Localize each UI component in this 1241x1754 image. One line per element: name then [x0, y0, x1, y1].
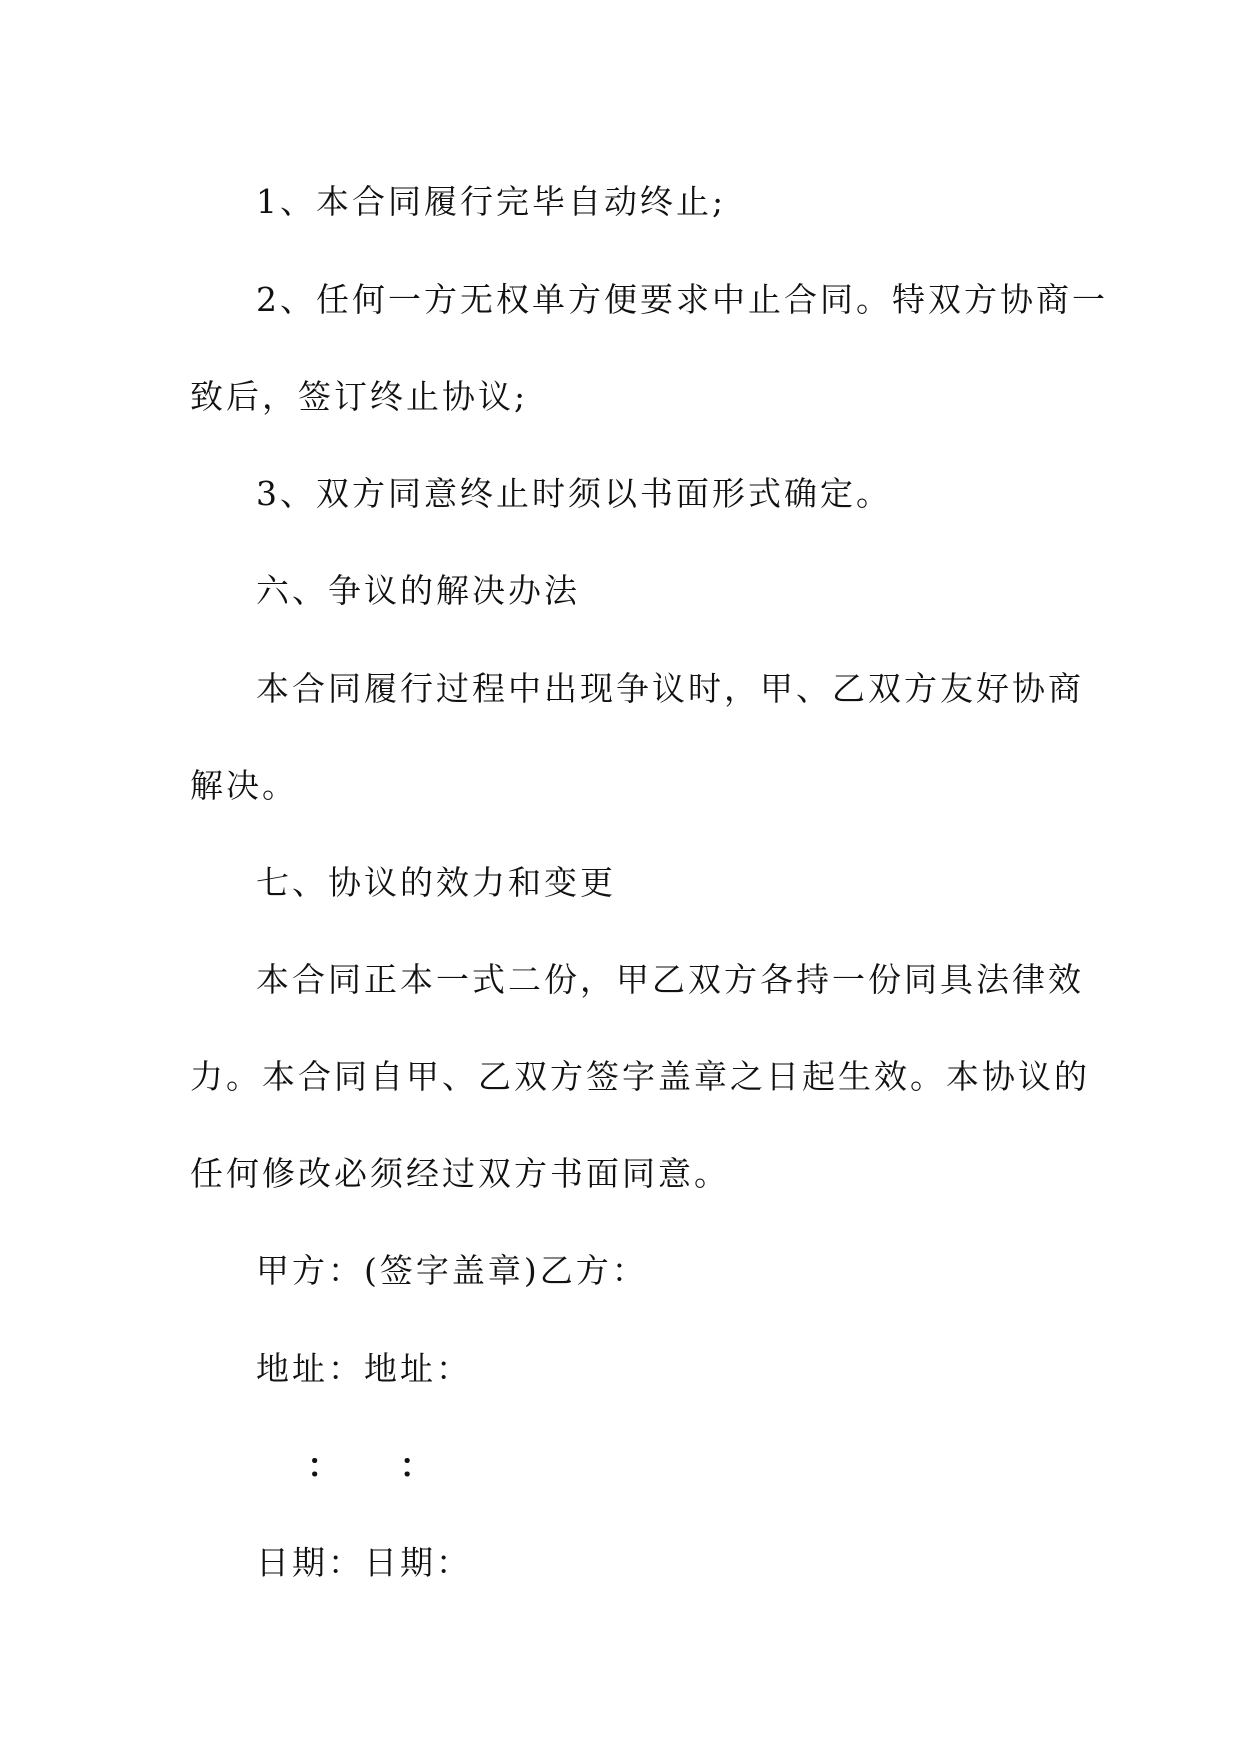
date-line: 日期：日期： — [256, 1543, 472, 1582]
blank-field-colon-party-a: ： — [307, 1446, 340, 1485]
dispute-paragraph-line-1: 本合同履行过程中出现争议时，甲、乙双方友好协商 — [256, 669, 1084, 708]
clause-5-item-2-line-1: 2、任何一方无权单方便要求中止合同。特双方协商一 — [256, 280, 1108, 319]
dispute-paragraph-line-2: 解决。 — [190, 766, 298, 805]
blank-field-colon-party-b: ： — [399, 1446, 433, 1485]
clause-5-item-1: 1、本合同履行完毕自动终止; — [256, 182, 727, 221]
address-line: 地址：地址： — [256, 1349, 472, 1388]
blank-field-line — [307, 1444, 1167, 1488]
clause-5-item-3: 3、双方同意终止时须以书面形式确定。 — [256, 474, 892, 513]
clause-5-item-2-line-2: 致后，签订终止协议; — [190, 377, 529, 416]
section-heading-dispute-resolution: 六、争议的解决办法 — [256, 571, 580, 610]
section-heading-effect-and-changes: 七、协议的效力和变更 — [256, 863, 616, 902]
effect-paragraph-line-1: 本合同正本一式二份，甲乙双方各持一份同具法律效 — [256, 960, 1084, 999]
effect-paragraph-line-2: 力。本合同自甲、乙双方签字盖章之日起生效。本协议的 — [190, 1057, 1090, 1096]
signature-parties-line: 甲方：(签字盖章)乙方： — [256, 1251, 648, 1290]
effect-paragraph-line-3: 任何修改必须经过双方书面同意。 — [190, 1154, 730, 1193]
